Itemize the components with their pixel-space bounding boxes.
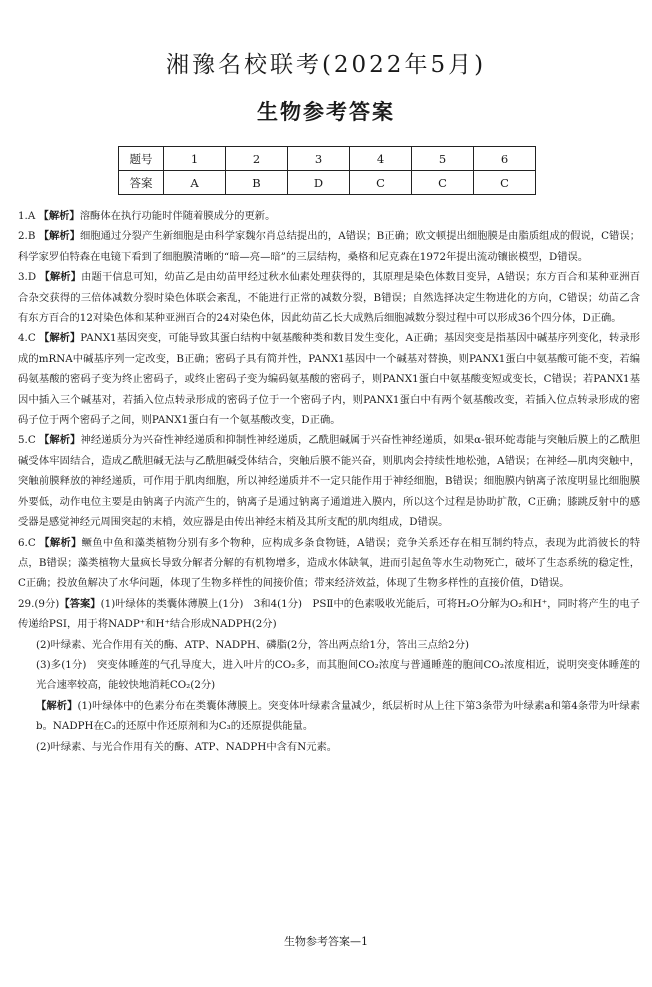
item-number: 6.C	[18, 536, 36, 549]
analysis-tag: 【解析】	[38, 230, 81, 243]
answer-cell: A	[164, 171, 226, 195]
page-subtitle: 生物参考答案	[257, 99, 395, 124]
answer-part-3: (3)多(1分) 突变体睡莲的气孔导度大，进入叶片的CO₂多，而其胞间CO₂浓度与普通睡莲的胞间CO₂浓度相近，说明突变体睡莲的光合速率较高，能较快地消耗CO₂(2分)	[36, 658, 640, 692]
answer-part-2: (2)叶绿素、光合作用有关的酶、ATP、NADPH、磷脂(2分，答出两点给1分，答出三点给2分)	[36, 638, 470, 651]
item-text: 神经递质分为兴奋性神经递质和抑制性神经递质，乙酰胆碱属于兴奋性神经递质，如果α-银环蛇毒能与突触后膜上的乙酰胆碱受体牢固结合，造成乙酰胆碱无法与乙酰胆碱受体结合，突触后膜不能兴奋，则肌肉会持续性地松弛，A错误；在神经—肌肉突触中，突触前膜释放的神经递质，可作用于肌肉细胞，所以神经递质并不一定只能作用于神经细胞，B错误；细胞膜内钠离子浓度明显比细胞膜外要低，动作电位主要是由钠离子内流产生的，钠离子是通过钠离子通道进入膜内，所以这个过程是协助扩散，C正确；膝跳反射中的感受器是感觉神经元周围突起的末梢，效应器是由传出神经末梢及其所支配的肌肉组成，D错误。	[18, 434, 641, 529]
item-number: 3.D	[18, 271, 37, 284]
explanation-4	[18, 328, 640, 430]
answer-cell: B	[226, 171, 288, 195]
item-text: 溶酶体在执行功能时伴随着膜成分的更新。	[79, 210, 276, 222]
question-29-analysis	[18, 696, 640, 737]
item-text: 细胞通过分裂产生新细胞是由科学家魏尔肖总结提出的，A错误；B正确；欧文顿提出细胞膜是由脂质组成的假说，C错误；科学家罗伯特森在电镜下看到了细胞膜清晰的“暗—亮—暗”的三层结构，桑格和尼克森在1972年提出流动镶嵌模型，D错误。	[18, 230, 640, 263]
question-29-answer	[18, 594, 640, 635]
answer-cell: D	[288, 171, 350, 195]
answer-tag: 【答案】	[59, 597, 101, 610]
analysis-tag: 【解析】	[39, 536, 82, 549]
explanation-5	[18, 430, 640, 532]
answer-cell: C	[412, 171, 474, 195]
analysis-part-2: (2)叶绿素、与光合作用有关的酶、ATP、NADPH中含有N元素。	[36, 740, 338, 753]
analysis-part-1: (1)叶绿体中的色素分布在类囊体薄膜上。突变体叶绿素含量减少，纸层析时从上往下第3条带为叶绿素a和第4条带为叶绿素b。NADPH在C₃的还原中作还原剂和为C₃的还原提供能量。	[36, 699, 640, 733]
page-title: 湘豫名校联考(2022年5月)	[165, 52, 487, 78]
analysis-tag: 【解析】	[39, 271, 82, 284]
answer-table	[118, 146, 536, 195]
item-number: 5.C	[18, 434, 36, 447]
explanation-1	[18, 206, 640, 226]
explanation-2	[18, 226, 640, 267]
answer-cell: C	[474, 171, 536, 195]
answer-cell: C	[350, 171, 412, 195]
item-number: 1.A	[18, 210, 36, 222]
page-footer: 生物参考答案—1	[284, 935, 368, 948]
question-number: 1	[164, 147, 226, 171]
answer-table-answer-row	[119, 171, 536, 195]
analysis-tag: 【解析】	[39, 332, 81, 345]
explanation-6	[18, 533, 640, 594]
row-label-answer: 答案	[119, 171, 164, 195]
item-number: 29.(9分)	[18, 597, 60, 610]
question-number: 4	[350, 147, 412, 171]
explanation-3	[18, 267, 640, 328]
question-number: 6	[474, 147, 536, 171]
question-number: 3	[288, 147, 350, 171]
question-number: 2	[226, 147, 288, 171]
question-number: 5	[412, 147, 474, 171]
row-label-number: 题号	[119, 147, 164, 171]
item-text: 由题干信息可知，幼苗乙是由幼苗甲经过秋水仙素处理获得的，其原理是染色体数目变异，A错误；东方百合和某种亚洲百合杂交获得的三倍体减数分裂时染色体联会紊乱，不能进行正常的减数分裂，B错误；自然选择决定生物进化的方向，C错误；幼苗乙含有东方百合的12对染色体和某种亚洲百合的24对染色体，因此幼苗乙长大成熟后细胞减数分裂过程中可以形成36个四分体，D正确。	[18, 271, 641, 325]
explanations	[18, 206, 640, 757]
answer-part-1: (1)叶绿体的类囊体薄膜上(1分) 3和4(1分) PSⅡ中的色素吸收光能后，可将H₂O分解为O₂和H⁺，同时将产生的电子传递给PSⅠ，用于将NADP⁺和H⁺结合形成NADPH(2分)	[18, 597, 641, 631]
answer-table-number-row	[119, 147, 536, 171]
analysis-tag: 【解析】	[38, 210, 80, 222]
analysis-tag: 【解析】	[36, 699, 78, 712]
analysis-tag: 【解析】	[39, 434, 81, 447]
item-number: 2.B	[18, 230, 36, 243]
item-text: PANX1基因突变，可能导致其蛋白结构中氨基酸种类和数目发生变化，A正确；基因突变是指基因中碱基序列变化，转录形成的mRNA中碱基序列一定改变，B正确；密码子具有简并性，PANX1基因中一个碱基对替换，则PANX1蛋白中氨基酸可能不变，若编码氨基酸的密码子变为终止密码子，或终止密码子变为编码氨基酸的密码子，则PANX1蛋白中氨基酸变短或变长，C错误；若PANX1基因中插入三个碱基对，若插入位点转录形成的密码子位于一个密码子内，则PANX1蛋白中有两个氨基酸改变，若插入位点转录形成的密码子位于两个密码子之间，则PANX1蛋白有一个氨基酸改变，D正确。	[18, 332, 640, 427]
item-number: 4.C	[18, 332, 36, 345]
item-text: 鳜鱼中鱼和藻类植物分别有多个物种，应构成多条食物链，A错误；竞争关系还存在相互制约特点，表现为此消彼长的特点，B错误；藻类植物大量疯长导致分解者分解的有机物增多，造成水体缺氧，进而引起鱼等水生动物死亡，破坏了生态系统的稳定性，C正确；投放鱼解决了水华问题，体现了生物多样性的间接价值；带来经济效益，体现了生物多样性的直接价值，D错误。	[18, 536, 641, 590]
